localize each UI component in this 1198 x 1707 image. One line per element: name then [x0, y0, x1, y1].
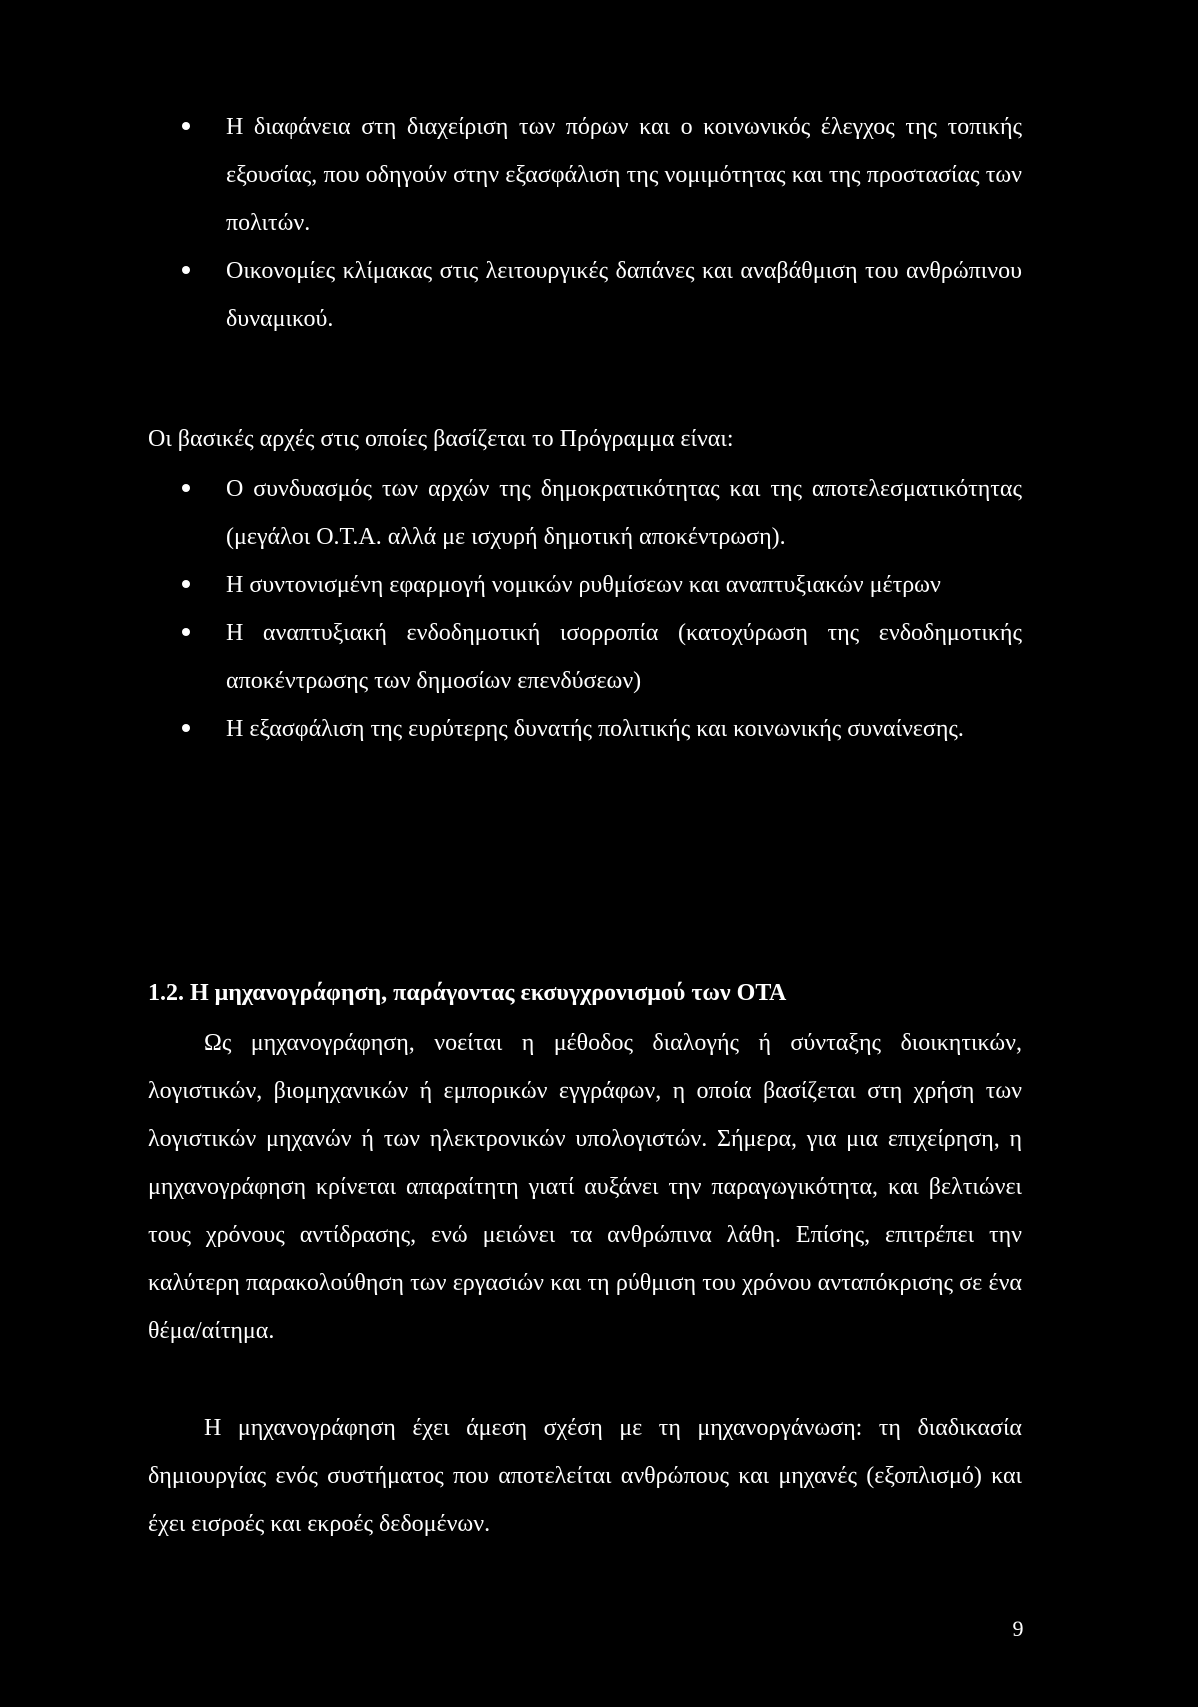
list-item-text: Η εξασφάλιση της ευρύτερης δυνατής πολιτικής και κοινωνικής συναίνεσης.: [226, 716, 964, 742]
list-item: [0, 609, 1198, 705]
list-item-text: Η συντονισμένη εφαρμογή νομικών ρυθμίσεων και αναπτυξιακών μέτρων: [226, 572, 941, 598]
bullet-list-principles: [0, 465, 1198, 753]
section-heading: 1.2. Η μηχανογράφηση, παράγοντας εκσυγχρονισμού των ΟΤΑ: [148, 980, 787, 1006]
bullet-icon: [182, 580, 190, 588]
list-item-text: Η αναπτυξιακή ενδοδημοτική ισορροπία (κατοχύρωση της ενδοδημοτικής αποκέντρωσης των δημοσίων επενδύσεων): [226, 620, 1022, 694]
list-item: [0, 705, 1198, 753]
bullet-list-goals: [0, 103, 1198, 343]
body-paragraph: Η μηχανογράφηση έχει άμεση σχέση με τη μηχανοργάνωση: τη διαδικασία δημιουργίας ενός συστήματος που αποτελείται ανθρώπους και μηχανές (εξοπλισμό) και έχει εισροές και εκροές δεδομένων.: [148, 1415, 1022, 1537]
list-item: [0, 103, 1198, 247]
list-item: [0, 561, 1198, 609]
list-item-text: Ο συνδυασμός των αρχών της δημοκρατικότητας και της αποτελεσματικότητας (μεγάλοι Ο.Τ.Α. αλλά με ισχυρή δημοτική αποκέντρωση).: [226, 476, 1022, 550]
list-item: [0, 465, 1198, 561]
bullet-icon: [182, 724, 190, 732]
bullet-icon: [182, 266, 190, 274]
body-paragraph: Ως μηχανογράφηση, νοείται η μέθοδος διαλογής ή σύνταξης διοικητικών, λογιστικών, βιομηχανικών ή εμπορικών εγγράφων, η οποία βασίζεται στη χρήση των λογιστικών μηχανών ή των ηλεκτρονικών υπολογιστών. Σήμερα, για μια επιχείρηση, η μηχανογράφηση κρίνεται απαραίτητη γιατί αυξάνει την παραγωγικότητα, και βελτιώνει τους χρόνους αντίδρασης, ενώ μειώνει τα ανθρώπινα λάθη. Επίσης, επιτρέπει την καλύτερη παρακολούθηση των εργασιών και τη ρύθμιση του χρόνου ανταπόκρισης σε ένα θέμα/αίτημα.: [148, 1030, 1022, 1344]
principles-intro: Οι βασικές αρχές στις οποίες βασίζεται το Πρόγραμμα είναι:: [148, 426, 734, 452]
list-item-text: Η διαφάνεια στη διαχείριση των πόρων και ο κοινωνικός έλεγχος της τοπικής εξουσίας, που οδηγούν στην εξασφάλιση της νομιμότητας και της προστασίας των πολιτών.: [226, 114, 1022, 236]
bullet-icon: [182, 122, 190, 130]
bullet-icon: [182, 628, 190, 636]
bullet-icon: [182, 484, 190, 492]
page-number: 9: [1012, 1616, 1024, 1641]
list-item: [0, 247, 1198, 343]
list-item-text: Οικονομίες κλίμακας στις λειτουργικές δαπάνες και αναβάθμιση του ανθρώπινου δυναμικού.: [226, 258, 1022, 332]
